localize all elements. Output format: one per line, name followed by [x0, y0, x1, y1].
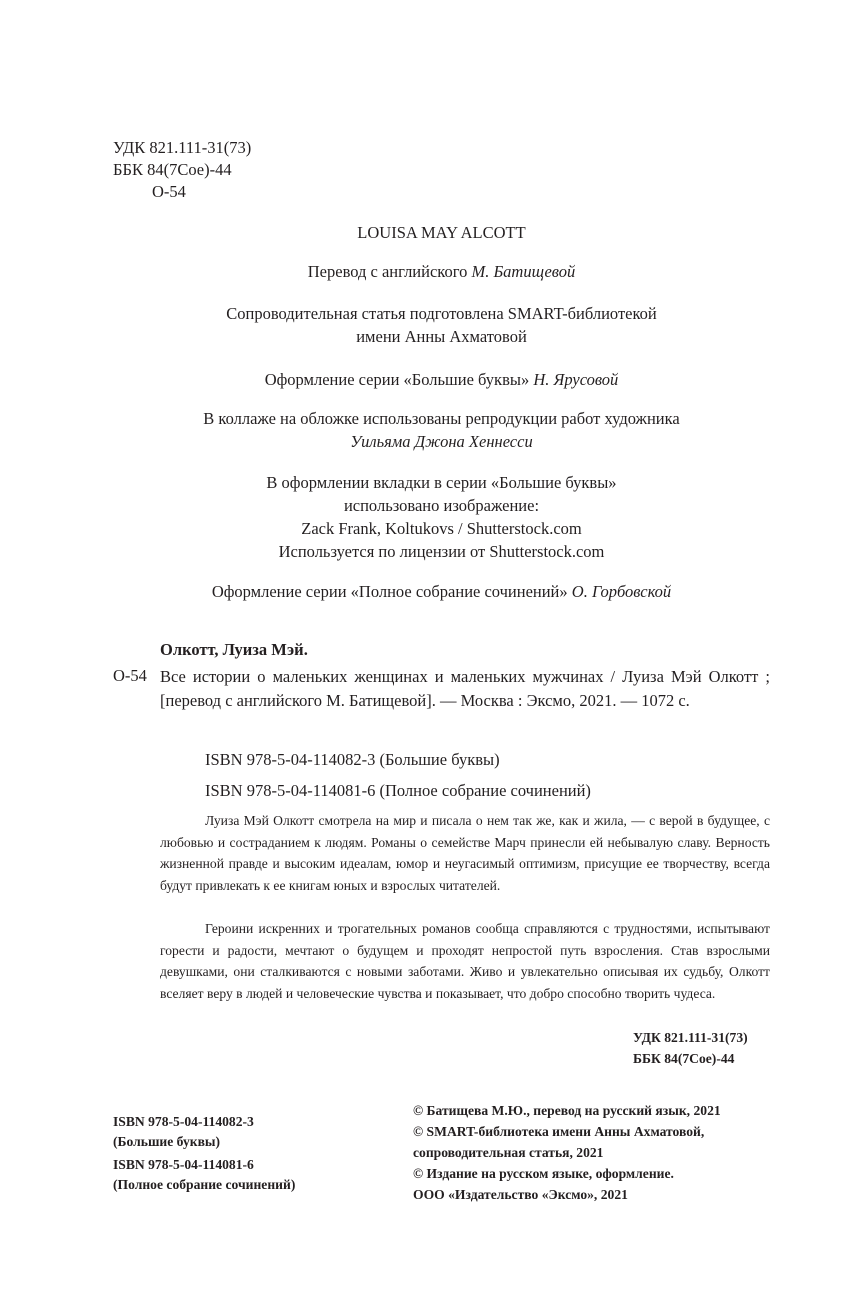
catalog-author-mark: О-54	[113, 666, 147, 685]
udk-code: УДК 821.111-31(73)	[113, 138, 252, 157]
copyright-article-2: сопроводительная статья, 2021	[413, 1145, 604, 1160]
insert-image-credit: В оформлении вкладки в серии «Большие буквы» использовано изображение: Zack Frank, Koltukovs / Shutterstock.com Используется по лицензии от Shutterstock.com	[266, 473, 617, 561]
footer-isbn-2-note: (Полное собрание сочинений)	[113, 1177, 296, 1192]
annotation-paragraph-2: Героини искренних и трогательных романов сообща справляются с трудностями, испытывают горести и радости, мечтают о будущем и проходят непростой путь взросления. Став взрослыми девушками, они сталкиваются с новыми заботами. Живо и увлекательно описывая их судьбу, Олкотт вселяет веру в людей и человеческие чувства и показывает, что добро способно творить чудеса.	[160, 921, 770, 1001]
original-author: LOUISA MAY ALCOTT	[357, 223, 526, 242]
annotation-paragraph-1: Луиза Мэй Олкотт смотрела на мир и писала о нем так же, как и жила, — с верой в будущее, с любовью и состраданием к людям. Романы о семействе Марч принесли ей небывалую славу. Верность жизненной правде и высоким идеалам, юмор и неугасимый оптимизм, присущие ее творчеству, всегда будут привлекать к ее книгам юных и взрослых читателей.	[160, 813, 770, 893]
footer-isbn-1-note: (Большие буквы)	[113, 1134, 221, 1149]
catalog-author-heading: Олкотт, Луиза Мэй.	[160, 640, 308, 659]
translation-credit: Перевод с английского М. Батищевой	[307, 262, 576, 281]
footer-isbn-1: ISBN 978-5-04-114082-3	[113, 1114, 254, 1129]
series2-design-credit: Оформление серии «Полное собрание сочинений» О. Горбовской	[211, 582, 672, 601]
footer-isbn-block	[113, 1112, 295, 1195]
author-mark: О-54	[152, 182, 186, 201]
article-credit: Сопроводительная статья подготовлена SMART-библиотекой имени Анны Ахматовой	[226, 304, 657, 346]
copyright-translation: © Батищева М.Ю., перевод на русский язык, 2021	[413, 1103, 721, 1118]
catalog-description: Все истории о маленьких женщинах и маленьких мужчинах / Луиза Мэй Олкотт ; [перевод с английского М. Батищевой]. — Москва : Эксмо, 2021. — 1072 с.	[160, 667, 770, 710]
copyright-article-1: © SMART-библиотека имени Анны Ахматовой,	[413, 1124, 705, 1139]
catalog-bbk: ББК 84(7Сое)-44	[633, 1051, 735, 1066]
catalog-isbn-1: ISBN 978-5-04-114082-3 (Большие буквы)	[205, 750, 500, 769]
collage-credit: В коллаже на обложке использованы репродукции работ художника Уильяма Джона Хеннесси	[203, 409, 680, 451]
copyright-edition-2: ООО «Издательство «Эксмо», 2021	[413, 1187, 628, 1202]
series-design-credit: Оформление серии «Большие буквы» Н. Ярусовой	[264, 370, 619, 389]
footer-isbn-2: ISBN 978-5-04-114081-6	[113, 1157, 254, 1172]
footer-copyright-block	[413, 1100, 721, 1205]
bbk-code: ББК 84(7Сое)-44	[113, 160, 232, 179]
catalog-isbn-2: ISBN 978-5-04-114081-6 (Полное собрание сочинений)	[205, 781, 591, 800]
catalog-udk: УДК 821.111-31(73)	[633, 1030, 748, 1045]
copyright-edition-1: © Издание на русском языке, оформление.	[413, 1166, 674, 1181]
